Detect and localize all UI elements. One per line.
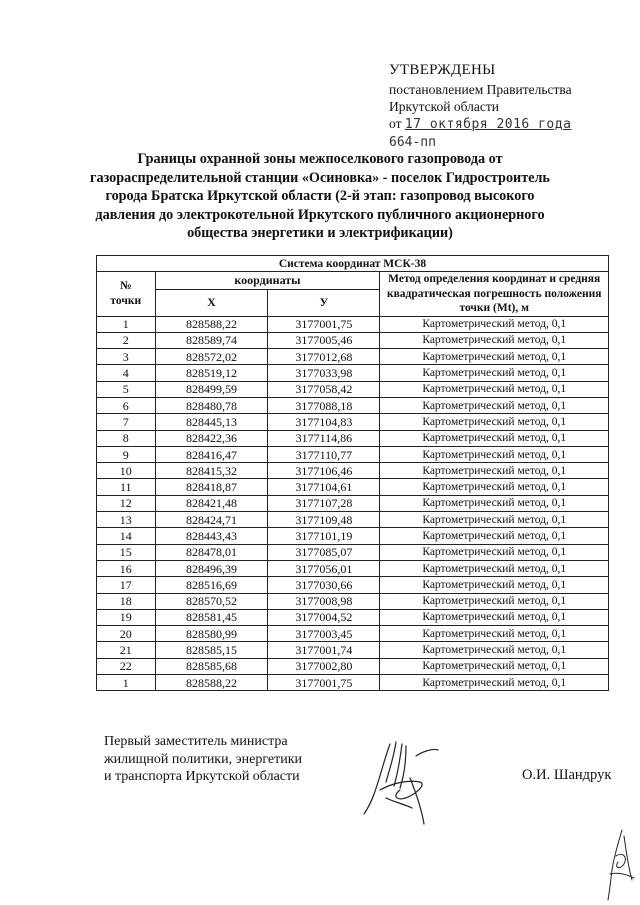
y-value: 3177004,52 [268, 609, 380, 625]
point-number: 8 [97, 430, 156, 446]
x-value: 828418,87 [155, 479, 268, 495]
point-number: 3 [97, 349, 156, 365]
approval-block [389, 62, 629, 151]
x-value: 828415,32 [155, 463, 268, 479]
point-number: 14 [97, 528, 156, 544]
y-value: 3177058,42 [268, 381, 380, 397]
method-value: Картометрический метод, 0,1 [380, 332, 609, 348]
y-value: 3177001,75 [268, 675, 380, 691]
point-number: 7 [97, 414, 156, 430]
table-row [97, 430, 609, 446]
x-value: 828589,74 [155, 332, 268, 348]
method-value: Картометрический метод, 0,1 [380, 577, 609, 593]
coordinate-system-header: Система координат МСК-38 [97, 256, 609, 272]
x-value: 828585,68 [155, 658, 268, 674]
method-value: Картометрический метод, 0,1 [380, 642, 609, 658]
y-value: 3177003,45 [268, 626, 380, 642]
point-number-header-line-2: точки [110, 294, 142, 307]
y-value: 3177002,80 [268, 658, 380, 674]
point-number: 5 [97, 381, 156, 397]
table-row [97, 332, 609, 348]
method-value: Картометрический метод, 0,1 [380, 658, 609, 674]
method-value: Картометрический метод, 0,1 [380, 495, 609, 511]
point-number: 12 [97, 495, 156, 511]
y-value: 3177056,01 [268, 560, 380, 576]
y-value: 3177101,19 [268, 528, 380, 544]
signatory-position [104, 733, 302, 786]
x-value: 828421,48 [155, 495, 268, 511]
x-value: 828478,01 [155, 544, 268, 560]
method-value: Картометрический метод, 0,1 [380, 349, 609, 365]
method-value: Картометрический метод, 0,1 [380, 365, 609, 381]
method-value: Картометрический метод, 0,1 [380, 593, 609, 609]
table-row [97, 381, 609, 397]
signatory-name: О.И. Шандрук [522, 767, 612, 783]
table-row [97, 479, 609, 495]
y-value: 3177088,18 [268, 397, 380, 413]
y-value: 3177104,83 [268, 414, 380, 430]
x-value: 828499,59 [155, 381, 268, 397]
point-number-header [97, 272, 156, 317]
y-value: 3177104,61 [268, 479, 380, 495]
y-value: 3177033,98 [268, 365, 380, 381]
method-value: Картометрический метод, 0,1 [380, 414, 609, 430]
y-value: 3177109,48 [268, 512, 380, 528]
point-number: 22 [97, 658, 156, 674]
point-number: 4 [97, 365, 156, 381]
method-value: Картометрический метод, 0,1 [380, 381, 609, 397]
method-header: Метод определения координат и средняя квадратическая погрешность положения точки (Mt), м [380, 272, 609, 317]
table-row [97, 560, 609, 576]
point-number-header-line-1: № [119, 279, 132, 292]
x-value: 828588,22 [155, 675, 268, 691]
y-value: 3177001,75 [268, 316, 380, 332]
handwritten-signature [360, 738, 450, 826]
table-row [97, 642, 609, 658]
point-number: 16 [97, 560, 156, 576]
table-row [97, 544, 609, 560]
table-row [97, 577, 609, 593]
coordinates-table [96, 255, 609, 691]
method-value: Картометрический метод, 0,1 [380, 479, 609, 495]
point-number: 6 [97, 397, 156, 413]
point-number: 13 [97, 512, 156, 528]
initials-mark [602, 826, 638, 905]
y-value: 3177005,46 [268, 332, 380, 348]
x-value: 828443,43 [155, 528, 268, 544]
method-value: Картометрический метод, 0,1 [380, 430, 609, 446]
table-row [97, 609, 609, 625]
approval-date-value: 17 октября 2016 года [404, 117, 572, 132]
table-row [97, 675, 609, 691]
table-row [97, 626, 609, 642]
table-row [97, 316, 609, 332]
x-value: 828445,13 [155, 414, 268, 430]
method-value: Картометрический метод, 0,1 [380, 609, 609, 625]
table-row [97, 495, 609, 511]
method-value: Картометрический метод, 0,1 [380, 463, 609, 479]
y-value: 3177106,46 [268, 463, 380, 479]
document-title: Границы охранной зоны межпоселкового газопровода от газораспределительной станции «Осиновка» - поселок Гидростроитель города Братска Иркутской области (2-й этап: газопровод высокого давления до электрокотельной Иркутского публичного акционерного общества энергетики и электрификации) [90, 151, 550, 241]
x-header: Х [155, 290, 268, 316]
approval-line-1: постановлением Правительства [389, 82, 572, 97]
table-row [97, 512, 609, 528]
y-header: У [268, 290, 380, 316]
y-value: 3177001,74 [268, 642, 380, 658]
x-value: 828570,52 [155, 593, 268, 609]
point-number: 10 [97, 463, 156, 479]
method-value: Картометрический метод, 0,1 [380, 675, 609, 691]
approval-date-line [389, 115, 629, 133]
method-value: Картометрический метод, 0,1 [380, 626, 609, 642]
point-number: 11 [97, 479, 156, 495]
table-row [97, 414, 609, 430]
signatory-position-line-2: жилищной политики, энергетики [104, 751, 302, 767]
y-value: 3177107,28 [268, 495, 380, 511]
y-value: 3177114,86 [268, 430, 380, 446]
y-value: 3177085,07 [268, 544, 380, 560]
approval-number: 664-пп [389, 135, 436, 150]
approval-heading: УТВЕРЖДЕНЫ [389, 62, 496, 78]
method-value: Картометрический метод, 0,1 [380, 560, 609, 576]
point-number: 9 [97, 446, 156, 462]
table-row [97, 463, 609, 479]
table-row [97, 658, 609, 674]
table-row [97, 349, 609, 365]
point-number: 19 [97, 609, 156, 625]
signatory-position-line-3: и транспорта Иркутской области [104, 769, 300, 784]
x-value: 828519,12 [155, 365, 268, 381]
x-value: 828572,02 [155, 349, 268, 365]
point-number: 1 [97, 675, 156, 691]
method-value: Картометрический метод, 0,1 [380, 397, 609, 413]
x-value: 828480,78 [155, 397, 268, 413]
y-value: 3177110,77 [268, 446, 380, 462]
x-value: 828416,47 [155, 446, 268, 462]
point-number: 17 [97, 577, 156, 593]
point-number: 18 [97, 593, 156, 609]
x-value: 828496,39 [155, 560, 268, 576]
table-row [97, 528, 609, 544]
x-value: 828580,99 [155, 626, 268, 642]
table-row [97, 446, 609, 462]
x-value: 828422,36 [155, 430, 268, 446]
point-number: 15 [97, 544, 156, 560]
point-number: 2 [97, 332, 156, 348]
method-value: Картометрический метод, 0,1 [380, 446, 609, 462]
y-value: 3177030,66 [268, 577, 380, 593]
coordinates-header: координаты [155, 272, 380, 290]
x-value: 828581,45 [155, 609, 268, 625]
y-value: 3177012,68 [268, 349, 380, 365]
point-number: 1 [97, 316, 156, 332]
approval-date-prefix: от [389, 116, 402, 131]
x-value: 828424,71 [155, 512, 268, 528]
signatory-position-line-1: Первый заместитель министра [104, 734, 288, 749]
point-number: 21 [97, 642, 156, 658]
table-row [97, 593, 609, 609]
x-value: 828516,69 [155, 577, 268, 593]
x-value: 828588,22 [155, 316, 268, 332]
method-value: Картометрический метод, 0,1 [380, 316, 609, 332]
method-value: Картометрический метод, 0,1 [380, 512, 609, 528]
point-number: 20 [97, 626, 156, 642]
method-value: Картометрический метод, 0,1 [380, 528, 609, 544]
y-value: 3177008,98 [268, 593, 380, 609]
table-row [97, 365, 609, 381]
table-row [97, 397, 609, 413]
x-value: 828585,15 [155, 642, 268, 658]
method-value: Картометрический метод, 0,1 [380, 544, 609, 560]
approval-line-2: Иркутской области [389, 99, 500, 114]
